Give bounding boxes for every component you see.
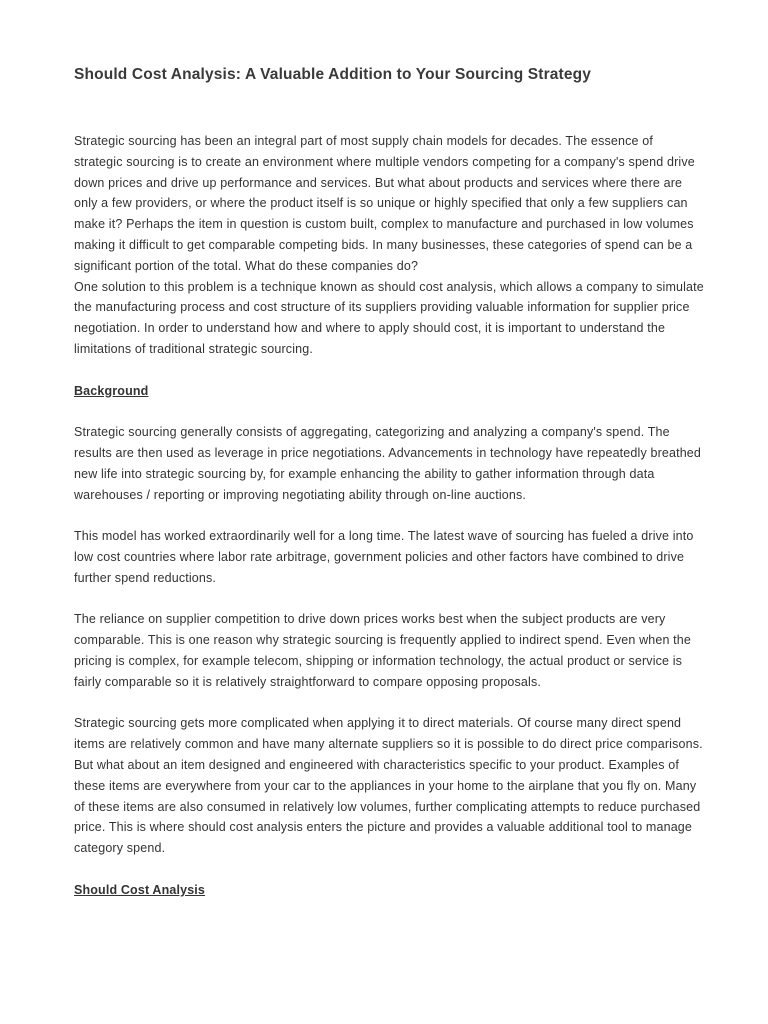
section-heading-should-cost: Should Cost Analysis xyxy=(74,882,206,897)
document-body xyxy=(74,131,704,900)
section-heading-background: Background xyxy=(74,383,149,398)
intro-paragraph-1: Strategic sourcing has been an integral part of most supply chain models for decades. The essence of strategic sourcing is to create an environment where multiple vendors competing for a company's spend drive down prices and drive up performance and services. But what about products and services where there are only a few providers, or where the product itself is so unique or highly specified that only a few suppliers can make it? Perhaps the item in question is custom built, complex to manufacture and purchased in low volumes making it difficult to get comparable competing bids. In many businesses, these categories of spend can be a significant portion of the total. What do these companies do? xyxy=(74,134,695,273)
document-title: Should Cost Analysis: A Valuable Addition to Your Sourcing Strategy xyxy=(74,66,592,83)
background-paragraph-2: This model has worked extraordinarily well for a long time. The latest wave of sourcing has fueled a drive into low cost countries where labor rate arbitrage, government policies and other factors have combined to drive further spend reductions. xyxy=(74,529,694,585)
background-paragraph-3: The reliance on supplier competition to drive down prices works best when the subject products are very comparable. This is one reason why strategic sourcing is frequently applied to indirect spend. Even when the pricing is complex, for example telecom, shipping or information technology, the actual product or service is fairly comparable so it is relatively straightforward to compare opposing proposals. xyxy=(74,612,691,689)
background-paragraph-1: Strategic sourcing generally consists of aggregating, categorizing and analyzing a company's spend. The results are then used as leverage in price negotiations. Advancements in technology have repeatedly breathed new life into strategic sourcing by, for example enhancing the ability to gather information through data warehouses / reporting or improving negotiating ability through on-line auctions. xyxy=(74,425,702,502)
intro-paragraph-2: One solution to this problem is a technique known as should cost analysis, which allows a company to simulate the manufacturing process and cost structure of its suppliers providing valuable information for supplier price negotiation. In order to understand how and where to apply should cost, it is important to understand the limitations of traditional strategic sourcing. xyxy=(74,279,704,356)
background-paragraph-4: Strategic sourcing gets more complicated when applying it to direct materials. Of course many direct spend items are relatively common and have many alternate suppliers so it is possible to do direct price comparisons. But what about an item designed and engineered with characteristics specific to your product. Examples of these items are everywhere from your car to the appliances in your home to the airplane that you fly on. Many of these items are also consumed in relatively low volumes, further complicating attempts to reduce purchased price. This is where should cost analysis enters the picture and provides a valuable additional tool to manage category spend. xyxy=(74,716,703,856)
